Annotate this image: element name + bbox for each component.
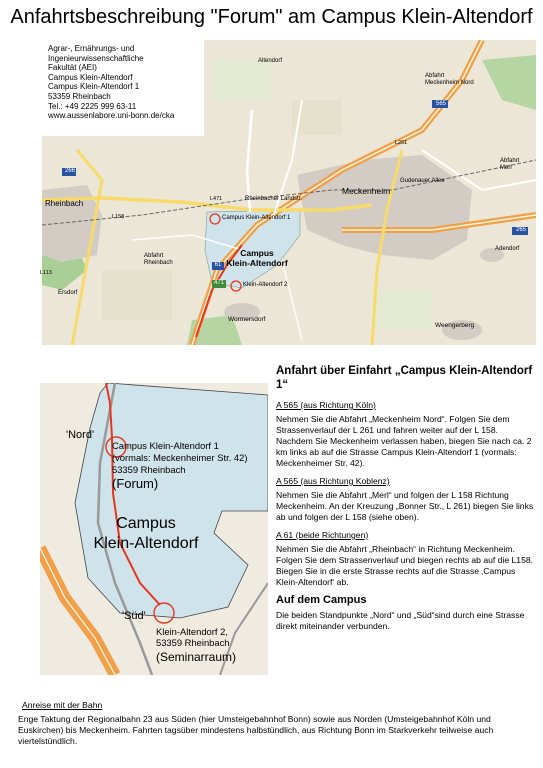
map2-ck2-line2: 53359 Rheinbach (156, 637, 230, 648)
map2-ck1-line2: (vormals: Meckenheimer Str. 42) (112, 452, 248, 463)
map1-abfahrt-merl-line2: Merl (500, 165, 512, 171)
map2-ck2-line1: Klein-Altendorf 2, (156, 626, 228, 637)
map1-rheinbach: Rheinbach (45, 199, 84, 208)
section-a565-koeln-text: Nehmen Sie die Abfahrt „Meckenheim Nord“. Folgen Sie dem Strassenverlauf der L 261 und fahren weiter auf der L 158. Nachdem Sie Meckenheim verlassen haben, biegen Sie nach ca. 2 km links ab auf die Strasse Campus Klein-Altendorf 1 (vormals: Meckenheimer Str. 42). (276, 414, 532, 468)
map1-campus-label-line2: Klein-Altendorf (226, 258, 288, 268)
map2-campus-line2: Klein-Altendorf (93, 535, 199, 552)
map1-l471: L471 (210, 196, 223, 202)
section-a565-koblenz-text: Nehmen Sie die Abfahrt „Merl“ und folgen der L 158 Richtung Meckenheim. An der Kreuzung „Bonner Str., L 261) biegen Sie links ab und folgen der L 158 (siehe oben). (276, 490, 534, 522)
info-line: Tel.: +49 2225 999 63-11 (48, 101, 137, 111)
map1-adendorf: Adendorf (495, 246, 520, 252)
section-a61-text: Nehmen Sie die Abfahrt „Rheinbach“ in Richtung Meckenheim. Folgen Sie dem Strassenverlauf und biegen rechts ab auf die L158. Biegen Sie in die erste Strasse rechts auf die Strasse ‚Campus Klein-Altendorf‘ ab. (276, 544, 534, 587)
info-line: Ingenieurwissenschaftliche (48, 53, 144, 63)
map1-abfahrt-merl (500, 158, 519, 172)
page-title: Anfahrtsbeschreibung "Forum" am Campus Klein-Altendorf (10, 6, 533, 28)
campus-heading: Auf dem Campus (276, 594, 367, 606)
map2-nord-label: 'Nord' (66, 429, 95, 441)
bahn-heading: Anreise mit der Bahn (22, 700, 103, 710)
map1-weengerberg: Weengerberg (435, 322, 475, 329)
map1-rheinbacher-landstr: Rheinbacher Landstr. (245, 196, 303, 202)
info-line: Campus Klein-Altendorf (48, 72, 133, 82)
map1-abfahrt-nord (425, 73, 474, 87)
map1-shield-266: 266 (64, 168, 75, 174)
map1-abfahrt-nord-line1: Abfahrt (425, 73, 445, 79)
map1-ck1-label: Campus Klein-Altendorf 1 (222, 215, 291, 221)
map1-wormersdorf: Wormersdorf (228, 316, 266, 323)
map2-ck1-address (112, 440, 247, 476)
map1-campus-label (222, 248, 292, 268)
map1-shield-a61: 61 (214, 262, 222, 268)
contact-info-box (42, 40, 204, 136)
map2-campus-label (76, 514, 216, 554)
map1-campus-label-line1: Campus (240, 248, 274, 258)
map1-gudenauer-allee: Gudenauer Allee (400, 178, 445, 184)
map1-altendorf: Altendorf (258, 58, 283, 64)
map1-l113: L113 (40, 270, 52, 276)
section-a565-koeln-heading: A 565 (aus Richtung Köln) (276, 400, 376, 410)
info-website[interactable]: www.aussenlabore.uni-bonn.de/cka (48, 111, 175, 121)
map1-shield-471: 471 (213, 280, 224, 286)
map2-sued-label: 'Süd' (122, 610, 146, 622)
map1-abfahrt-merl-line1: Abfahrt (500, 158, 520, 164)
map2-campus-line1: Campus (116, 515, 176, 532)
map1-l158: L158 (112, 214, 125, 220)
map1-abfahrt-nord-line2: Meckenheim Nord (425, 80, 474, 86)
map1-abfahrt-rheinbach (144, 253, 173, 267)
map2-ck1-line3: 53359 Rheinbach (112, 464, 186, 475)
map2-forum-label: (Forum) (112, 476, 159, 491)
map1-abfahrt-rheinbach-line2: Rheinbach (144, 260, 173, 266)
map1-ersdorf: Ersdorf (58, 290, 78, 296)
info-line: Agrar-, Ernährungs- und (48, 44, 135, 53)
campus-text: Die beiden Standpunkte „Nord“ und „Süd“sind durch eine Strasse direkt miteinander verbunden. (276, 610, 525, 631)
map1-shield-a565: 565 (435, 101, 446, 107)
map1-abfahrt-rheinbach-line1: Abfahrt (144, 253, 164, 259)
map1-l261: L261 (395, 140, 408, 146)
info-line: 53359 Rheinbach (48, 91, 111, 101)
directions-column (276, 364, 534, 632)
map2-ck1-line1: Campus Klein-Altendorf 1 (112, 440, 219, 451)
bahn-text: Enge Taktung der Regionalbahn 23 aus Süden (hier Umsteigebahnhof Bonn) sowie aus Norden (Umsteigebahnhof Köln und Euskirchen) bis Meckenheim. Fahrten tagsüber mindestens halbstündlich, aus Richtung Bonn im Starkverkehr teilweise auch viertelstündlich. (18, 714, 494, 746)
info-line: Fakultät (AEI) (48, 63, 97, 73)
map2-seminarraum-label: (Seminarraum) (156, 650, 237, 664)
section-a565-koblenz-heading: A 565 (aus Richtung Koblenz) (276, 476, 390, 486)
section-a61-heading: A 61 (beide Richtungen) (276, 530, 369, 540)
map1-ck2-label: Klein-Altendorf 2 (243, 282, 288, 288)
map1-shield-a565b: 265 (515, 227, 526, 233)
directions-heading: Anfahrt über Einfahrt „Campus Klein-Altendorf 1“ (276, 365, 533, 391)
map1-meckenheim: Meckenheim (342, 186, 391, 196)
info-line: Campus Klein-Altendorf 1 (48, 82, 140, 92)
map2-ck2-address (156, 626, 230, 648)
